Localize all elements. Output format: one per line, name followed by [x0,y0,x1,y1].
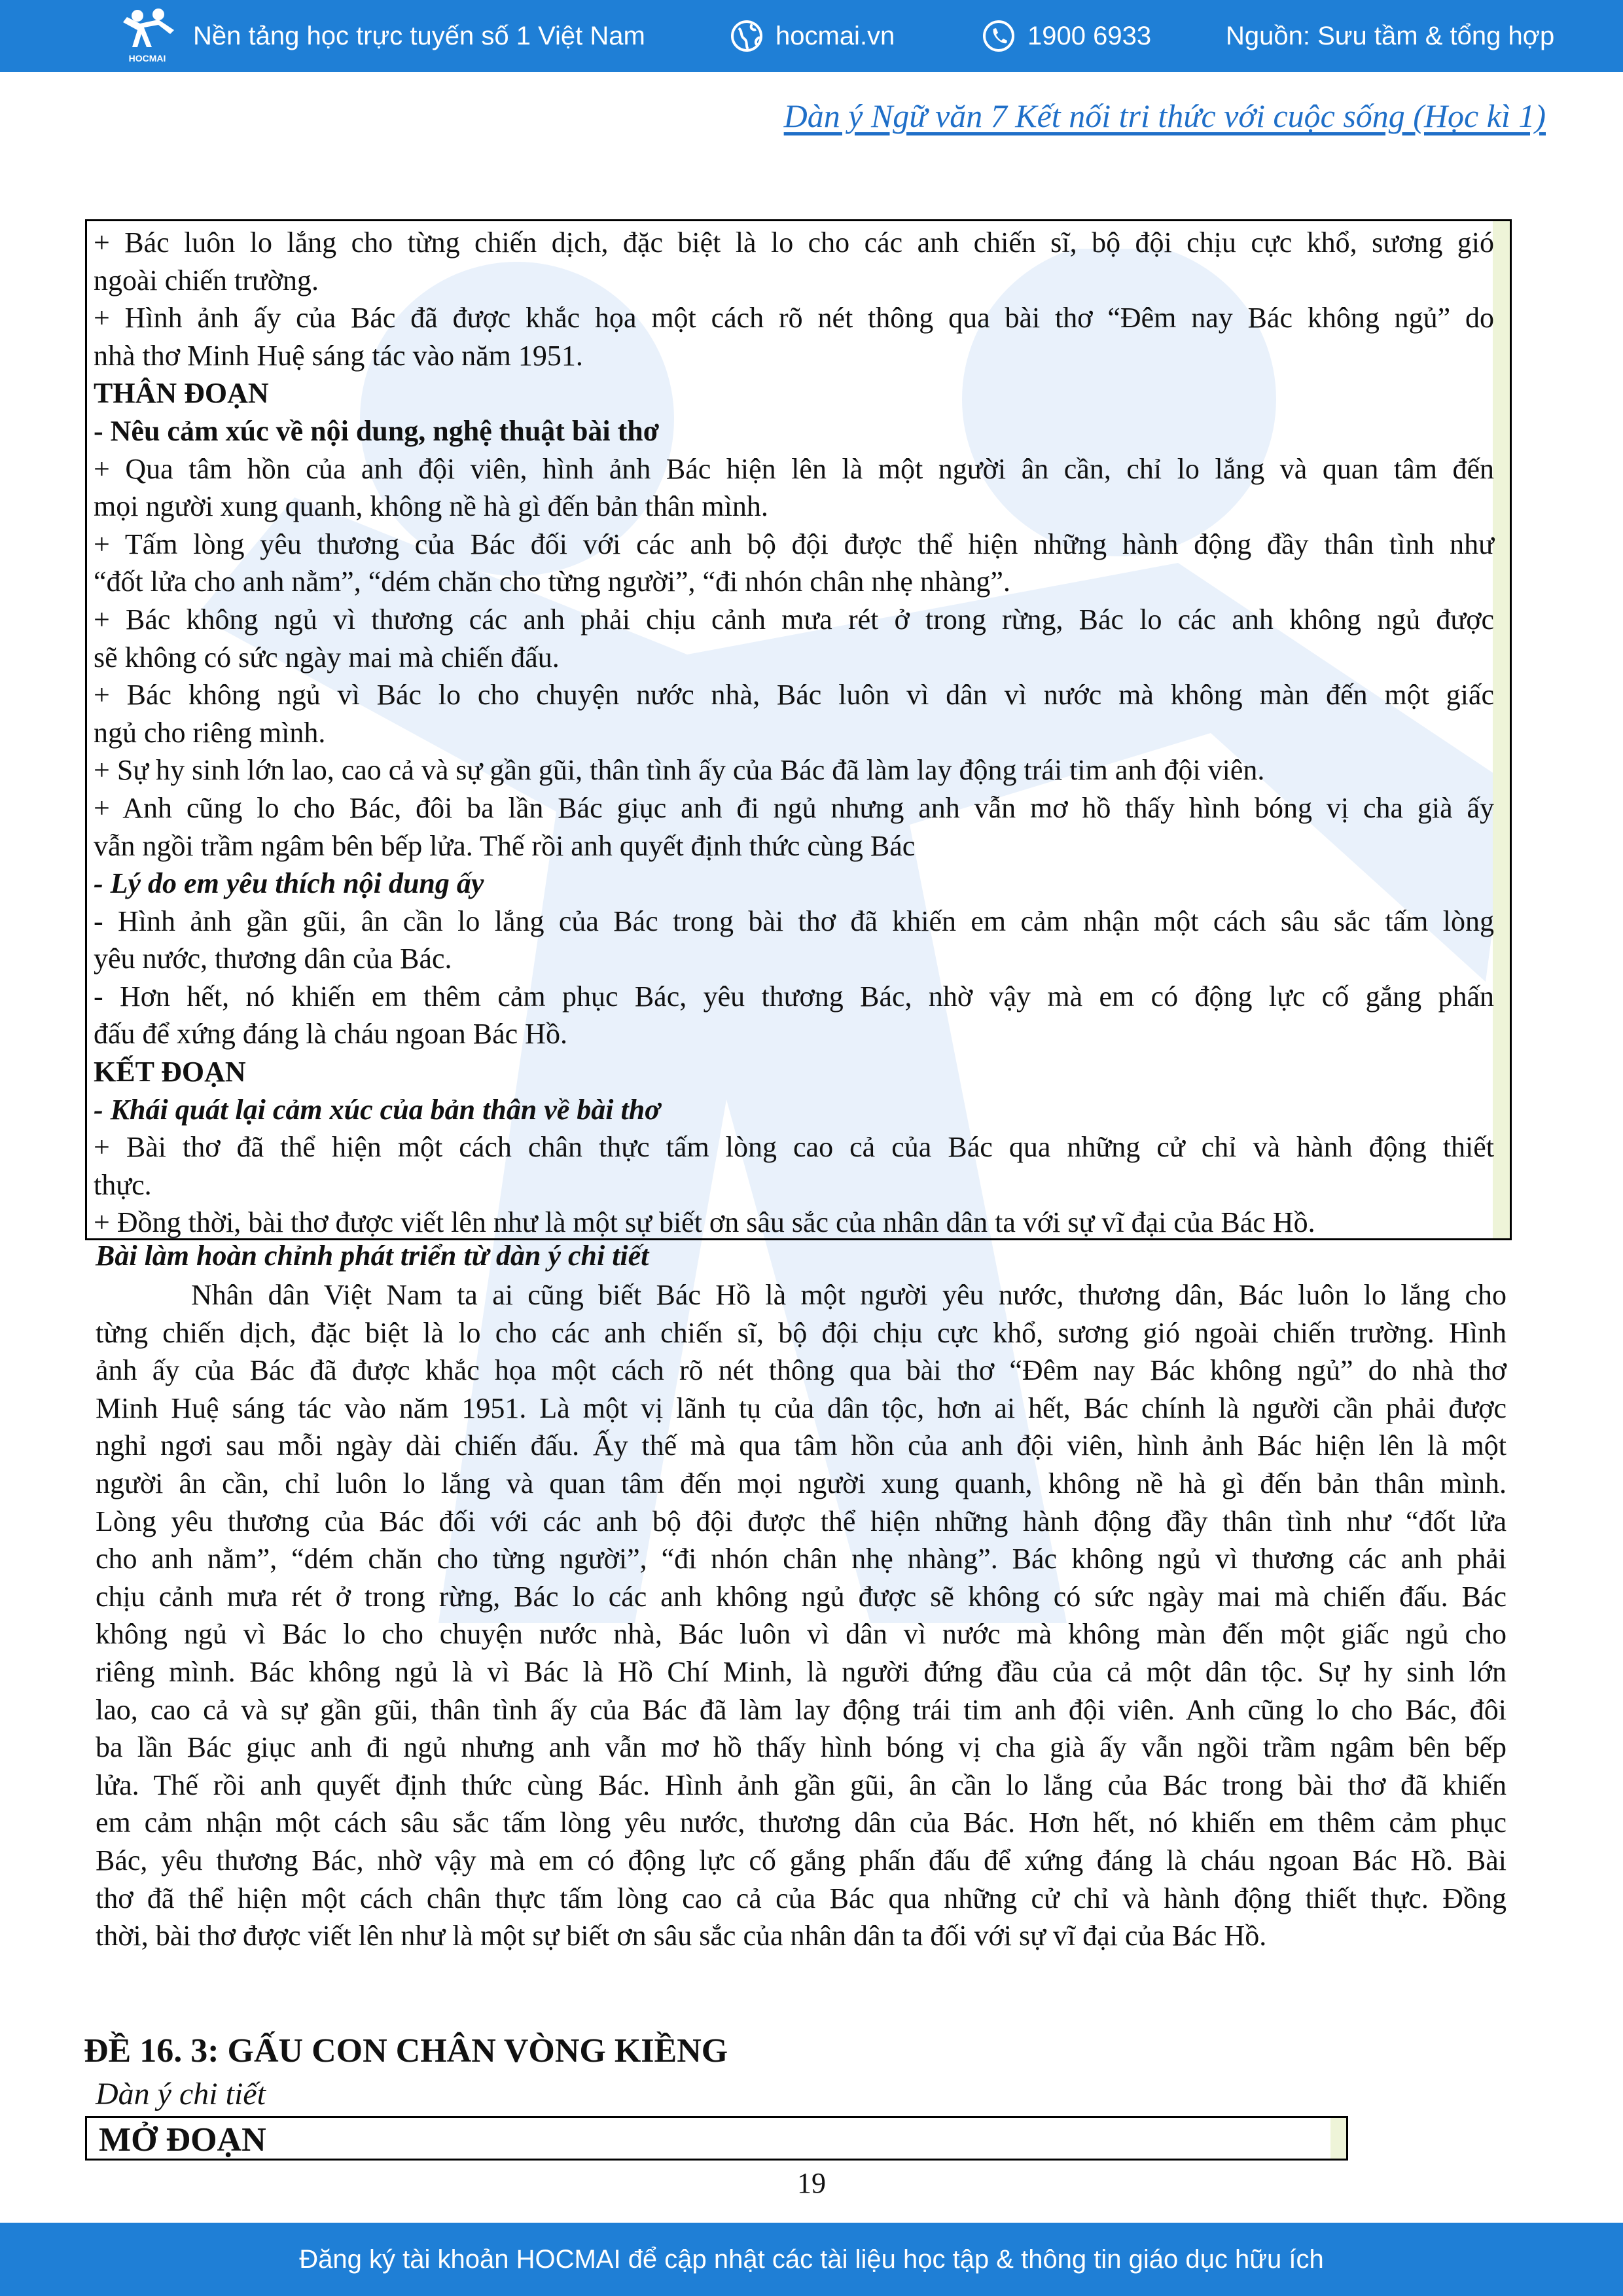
outline-line: + Anh cũng lo cho Bác, đôi ba lần Bác giục anh đi ngủ nhưng anh vẫn mơ hồ thấy hình bóng vị cha già ấy [94,791,1494,824]
essay-line: ảnh ấy của Bác đã được khắc họa một cách rõ nét thông qua bài thơ “Đêm nay Bác không ngủ” do nhà thơ [96,1354,1507,1387]
outline-line: đấu để xứng đáng là cháu ngoan Bác Hồ. [94,1018,567,1050]
essay-line: cho anh nằm”, “dém chăn cho từng người”, “đi nhón chân nhẹ nhàng”. Bác không ngủ vì thương các anh phải [96,1543,1507,1575]
footer-text: Đăng ký tài khoản HOCMAI để cập nhật các tài liệu học tập & thông tin giáo dục hữu ích [299,2244,1324,2274]
website-label: hocmai.vn [776,21,895,50]
header-bar [0,0,1623,72]
essay-line: Bác, yêu thương Bác, nhờ vậy mà em có động lực cố gắng phấn đấu để xứng đáng là cháu ngoan Bác Hồ. Bài [96,1844,1507,1876]
phone-icon [982,19,1016,53]
essay-line: lao, cao cả và sự gần gũi, thân tình ấy của Bác đã làm lay động trái tim anh đội viên. Anh cũng lo cho Bác, đôi [96,1693,1507,1726]
outline-line: + Qua tâm hồn của anh đội viên, hình ảnh Bác hiện lên là một người ân cần, chỉ lo lắng và quan tâm đến [94,452,1494,485]
essay-line: nghỉ ngơi sau mỗi ngày dài chiến đấu. Ấy thế mà qua tâm hồn của anh đội viên, hình ảnh Bác hiện lên là một [96,1429,1507,1462]
svg-text:HOCMAI: HOCMAI [128,53,166,63]
essay-line: người ân cần, chỉ luôn lo lắng và quan tâm đến mọi người xung quanh, không nề hà gì đến bản thân mình. [96,1467,1507,1499]
phone-label: 1900 6933 [1027,21,1152,50]
outline-line: + Tấm lòng yêu thương của Bác đối với các anh bộ đội được thể hiện những hành động đầy thân tình như [94,528,1494,560]
outline-heading: KẾT ĐOẠN [94,1056,246,1088]
outline-line: ngủ cho riêng mình. [94,716,326,749]
outline-line: + Bác không ngủ vì thương các anh phải chịu cảnh mưa rét ở trong rừng, Bác lo các anh không ngủ được [94,603,1494,636]
outline-heading: THÂN ĐOẠN [94,377,269,410]
essay-line: Minh Huệ sáng tác vào năm 1951. Là một vị lãnh tụ của dân tộc, hơn ai hết, Bác chính là người cần phải được [96,1391,1507,1424]
outline-subheading: - Lý do em yêu thích nội dung ấy [94,867,484,900]
header-tagline: Nền tảng học trực tuyến số 1 Việt Nam [193,21,645,50]
hocmai-logo [118,8,177,64]
outline-line: thực. [94,1168,152,1201]
globe-icon [730,19,764,53]
essay-line: ba lần Bác giục anh đi ngủ nhưng anh vẫn mơ hồ thấy hình bóng vị cha già ấy vẫn ngồi trầm ngâm bên bếp [96,1731,1507,1764]
header-source: Nguồn: Sưu tầm & tổng hợp [1226,21,1555,50]
outline-line: mọi người xung quanh, không nề hà gì đến bản thân mình. [94,490,768,523]
document-title[interactable]: Dàn ý Ngữ văn 7 Kết nối tri thức với cuộc sống (Học kì 1) [783,98,1546,134]
header-phone[interactable] [982,0,1151,72]
outline-line: yêu nước, thương dân của Bác. [94,942,452,975]
outline-line: - Hình ảnh gần gũi, ân cần lo lắng của Bác trong bài thơ đã khiến em cảm nhận một cách sâu sắc tấm lòng [94,905,1494,937]
essay-line: Lòng yêu thương của Bác đối với các anh bộ đội được thể hiện những hành động đầy thân tình như “đốt lửa [96,1505,1507,1537]
outline-line: - Hơn hết, nó khiến em thêm cảm phục Bác, yêu thương Bác, nhờ vậy mà em có động lực cố gắng phấn [94,980,1494,1013]
outline-line: sẽ không có sức ngày mai mà chiến đấu. [94,641,560,673]
outline-line: + Sự hy sinh lớn lao, cao cả và sự gần gũi, thân tình ấy của Bác đã làm lay động trái tim anh đội viên. [94,754,1265,787]
essay-line: lửa. Thế rồi anh quyết định thức cùng Bác. Hình ảnh gần gũi, ân cần lo lắng của Bác trong bài thơ đã khiến [96,1768,1507,1801]
section-title: ĐỀ 16. 3: GẤU CON CHÂN VÒNG KIỀNG [84,2032,728,2070]
essay-heading: Bài làm hoàn chỉnh phát triển từ dàn ý chi tiết [96,1240,649,1272]
page-number: 19 [797,2167,826,2199]
essay-body [96,1276,1507,1955]
footer-bar[interactable] [0,2223,1623,2296]
box-shade [1493,221,1510,1238]
outline-line: + Bài thơ đã thể hiện một cách chân thực tấm lòng cao cả của Bác qua những cử chỉ và hành động thiết [94,1131,1494,1164]
outline-box [85,219,1512,1240]
essay-line: em cảm nhận một cách sâu sắc tấm lòng yêu nước, thương dân của Bác. Hơn hết, nó khiến em thêm cảm phục [96,1806,1507,1839]
box-shade [1330,2118,1346,2159]
section-subtitle: Dàn ý chi tiết [96,2077,266,2111]
outline-line: “đốt lửa cho anh nằm”, “dém chăn cho từng người”, “đi nhón chân nhẹ nhàng”. [94,565,1010,598]
essay-line: thơ đã thể hiện một cách chân thực tấm lòng cao cả của Bác qua những cử chỉ và hành động thiết thực. Đồng [96,1882,1507,1914]
essay-line: không ngủ vì Bác lo cho chuyện nước nhà, Bác luôn vì dân vì nước mà không màn đến một giấc ngủ cho [96,1618,1507,1651]
mo-doan-label: MỞ ĐOẠN [99,2121,266,2159]
outline-line: vẫn ngồi trầm ngâm bên bếp lửa. Thế rồi anh quyết định thức cùng Bác [94,829,916,862]
outline-line: + Hình ảnh ấy của Bác đã được khắc họa một cách rõ nét thông qua bài thơ “Đêm nay Bác không ngủ” do [94,302,1494,334]
essay-line: thời, bài thơ được viết lên như là một sự biết ơn sâu sắc của nhân dân ta đối với sự vĩ đại của Bác Hồ. [96,1920,1267,1952]
outline-subheading: - Nêu cảm xúc về nội dung, nghệ thuật bài thơ [94,414,660,447]
outline-line: nhà thơ Minh Huệ sáng tác vào năm 1951. [94,339,583,372]
essay-line: từng chiến dịch, đặc biệt là lo cho các anh chiến sĩ, bộ đội chịu cực khổ, sương gió ngoài chiến trường. Hình [96,1316,1507,1349]
essay-line: chịu cảnh mưa rét ở trong rừng, Bác lo các anh không ngủ được sẽ không có sức ngày mai mà chiến đấu. Bác [96,1580,1507,1613]
mo-doan-box [85,2116,1348,2161]
essay-line: riêng mình. Bác không ngủ là vì Bác là Hồ Chí Minh, là người đứng đầu của cả một dân tộc. Sự hy sinh lớn [96,1655,1507,1688]
essay-line: Nhân dân Việt Nam ta ai cũng biết Bác Hồ là một người yêu nước, thương dân, Bác luôn lo lắng cho [191,1279,1507,1311]
outline-lines [94,224,1494,1242]
outline-line: + Bác luôn lo lắng cho từng chiến dịch, đặc biệt là lo cho các anh chiến sĩ, bộ đội chịu cực khổ, sương gió [94,226,1494,259]
header-website[interactable] [730,0,895,72]
outline-subheading: - Khái quát lại cảm xúc của bản thân về bài thơ [94,1093,660,1126]
outline-line: + Bác không ngủ vì Bác lo cho chuyện nước nhà, Bác luôn vì dân vì nước mà không màn đến một giấc [94,679,1494,711]
outline-line: + Đồng thời, bài thơ được viết lên như là một sự biết ơn sâu sắc của nhân dân ta với sự vĩ đại của Bác Hồ. [94,1206,1315,1239]
outline-line: ngoài chiến trường. [94,264,319,296]
